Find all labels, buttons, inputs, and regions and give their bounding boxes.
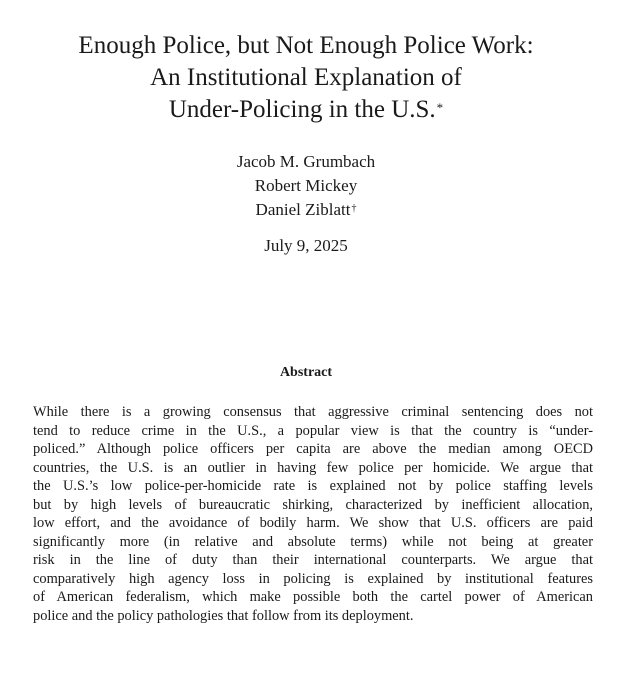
title-line <box>0 94 612 126</box>
abstract-line: police and the policy pathologies that follow from its deployment. <box>33 607 414 624</box>
author-list <box>0 150 612 222</box>
author-name <box>0 198 612 222</box>
abstract-line: low effort, and the avoidance of bodily harm. We show that U.S. officers are paid <box>33 515 593 531</box>
author-name-text: Daniel Ziblatt <box>255 200 351 219</box>
paper-title <box>0 30 612 126</box>
title-line: Enough Police, but Not Enough Police Work: <box>78 32 534 59</box>
abstract-line: countries, the U.S. is an outlier in having few police per homicide. We argue that <box>33 459 593 476</box>
title-line-text: Under-Policing in the U.S. <box>168 96 436 123</box>
abstract-line: tend to reduce crime in the U.S., a popular view is that the country is “under- <box>33 422 593 439</box>
author-name: Jacob M. Grumbach <box>236 152 376 171</box>
abstract-line: of American federalism, which make possible both the cartel power of American <box>33 589 593 605</box>
title-footnote-mark[interactable]: * <box>436 100 444 115</box>
abstract-line: risk in the line of duty than their international counterparts. We argue that <box>33 552 593 568</box>
abstract-line: the U.S.’s low police-per-homicide rate is explained not by police staffing levels <box>33 478 593 494</box>
abstract-line: While there is a growing consensus that aggressive criminal sentencing does not <box>33 404 593 420</box>
abstract-line: but by high levels of bureaucratic shirking, characterized by inefficient allocation, <box>33 496 593 513</box>
paper-date: July 9, 2025 <box>264 236 348 255</box>
abstract-body <box>33 403 593 625</box>
title-line: An Institutional Explanation of <box>150 64 462 91</box>
abstract-line: comparatively high agency loss in policing is explained by institutional features <box>33 570 593 587</box>
author-footnote-mark[interactable]: † <box>351 203 357 214</box>
abstract-line: significantly more (in relative and absolute terms) while not being at greater <box>33 533 593 550</box>
abstract-heading: Abstract <box>279 365 333 380</box>
author-name: Robert Mickey <box>254 176 358 195</box>
abstract-line: policed.” Although police officers per capita are above the median among OECD <box>33 441 593 457</box>
